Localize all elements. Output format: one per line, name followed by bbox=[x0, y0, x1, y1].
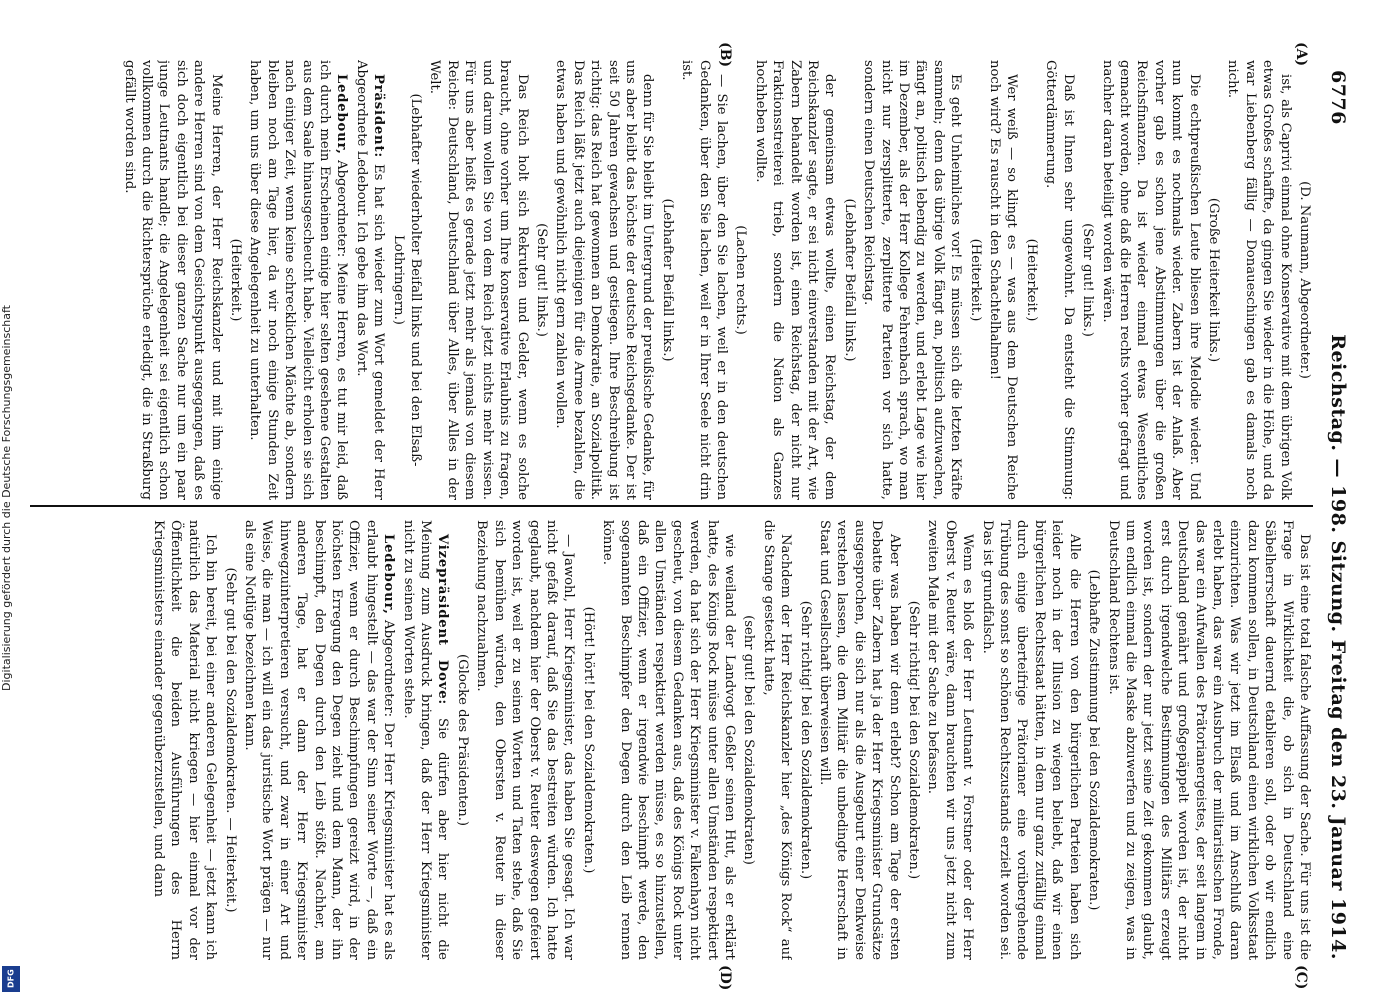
page-title: Reichstag. — 198. Sitzung. Freitag den 23. Januar 1914. bbox=[1327, 334, 1349, 960]
stage-direction bbox=[732, 60, 749, 500]
paragraph-text: (Heiterkeit.) bbox=[967, 238, 983, 322]
stage-direction bbox=[1023, 60, 1040, 500]
margin-mark-d: (D) bbox=[717, 965, 733, 991]
paragraph-text: Wer weiß — so klingt es — was aus dem Deutschen Reiche noch wird? Es rauscht in den Schachtelhalmen! bbox=[987, 60, 1020, 500]
paragraph-text: Das ist eine total falsche Auffassung der Sache. Für uns ist die Frage in Wirklichkeit die, ob sich in Deutschland eine Säbelherrschaft dauernd etablieren soll, oder ob wir endlich dazu kommen sollen, in Deutschland einen wirklichen Volksstaat einzurichten. Was wir jetzt im Elsaß und im Anschluß daran erlebt haben, das war ein Ausbruch der militaristischen Fronde, das war ein Aufwallen des Prätorianergeistes, der seit langem in Deutschland genährt und großgepäppelt worden ist, der nicht erst durch irgendwelche Bestimmungen des Militärs erzeugt worden ist, sondern der nur jetzt seine Zeit gekommen glaubt, um endlich einmal die Maske abzuwerfen und zu zeigen, was in Deutschland Rechtens ist. bbox=[1105, 520, 1312, 960]
left-column bbox=[30, 60, 1313, 500]
paragraph-text: Sie dürfen aber hier nicht die Meinung zum Ausdruck bringen, daß der Herr Kriegsminister nicht zu seinen Worten stehe. bbox=[400, 520, 451, 960]
paragraph-text: (Sehr richtig! bei den Sozialdemokraten.) bbox=[797, 600, 813, 880]
paragraph-text: — Sie lachen, über den Sie lachen, weil er in den deutschen Gedanken, über den Sie lachen, weil er in Ihrer Seele nicht drin ist. bbox=[679, 60, 729, 500]
paragraph-text: (Lebhafte Zustimmung bei den Sozialdemokraten.) bbox=[1086, 569, 1102, 911]
paragraph bbox=[1042, 60, 1077, 500]
paragraph-text: (sehr gut! bei den Sozialdemokraten) bbox=[741, 615, 757, 865]
paragraph-text: (Lebhafter Beifall links.) bbox=[841, 198, 857, 362]
stage-direction bbox=[658, 60, 675, 500]
paragraph bbox=[1224, 60, 1294, 500]
paragraph-text: (Heiterkeit.) bbox=[228, 238, 244, 322]
paragraph-text: Ich bin bereit, bei einer anderen Gelegenheit — jetzt kann ich natürlich das Material nicht kriegen — hier einmal vor der Öffentlichkeit die beiden Ausführungen des Herrn Kriegsministers einander gegenüberzustellen, und dann bbox=[151, 520, 219, 960]
margin-mark-a: (A) bbox=[1293, 42, 1309, 67]
paragraph-text: (Lebhafter Beifall links.) bbox=[659, 198, 675, 362]
sidebar-credit: Digitalisierung gefördert durch die Deutsche Forschungsgemeinschaft bbox=[0, 305, 13, 691]
paragraph bbox=[860, 60, 964, 500]
paragraph-text: wie weiland der Landvogt Geßler seinen Hut, als er erklärt hatte, des Königs Rock müsse unter allen Umständen respektiert werden, da hat sich der Herr Kriegsminister v. Falkenhayn nicht gescheut, von diesem Gedanken aus, daß des Königs Rock unter allen Umständen respektiert werden müsse, es so hinzustellen, daß ein Offizier, wenn er irgendwie beschimpft werde, den sogenannten Beschimpfer den Degen durch den Leib rennen könne. bbox=[600, 520, 737, 960]
paragraph bbox=[473, 520, 577, 960]
paragraph bbox=[751, 60, 838, 500]
paragraph-text: Es hat sich wieder zum Wort gemeldet der Herr Abgeordnete Ledebour. Ich gebe ihm das Wort. bbox=[353, 60, 387, 500]
paragraph bbox=[426, 60, 530, 500]
paragraph bbox=[816, 520, 903, 960]
column-divider bbox=[30, 505, 1313, 507]
paragraph-text: Das Reich holt sich Rekruten und Gelder, wenn es solche braucht, ohne vorher um Ihre konservative Erlaubnis zu fragen, und darum wollen Sie von dem Reich jetzt nichts mehr wissen. Für uns aber heißt es gerade jetzt mehr als jemals von diesem Reiche: Deutschland, Deutschland über Alles, über Alles in der Welt. bbox=[427, 60, 530, 500]
paragraph-text: Abgeordneter: Meine Herren, es tut mir leid, daß ich durch mein Erscheinen einige hier selten gesehene Gestalten aus dem Saale hinausgescheucht habe. Vielleicht erholen sie sich nach einiger Zeit, wenn keine schrecklichen Mächte ab, sondern bleiben noch am Tage hier, da wir noch einige Stunden Zeit haben, um uns über diese Angelegenheit zu unterhalten. bbox=[247, 60, 350, 500]
paragraph-text: (Sehr gut! links.) bbox=[533, 223, 549, 337]
stage-direction bbox=[1205, 60, 1222, 500]
stage-direction bbox=[905, 520, 922, 960]
speaker-name: Vizepräsident Dove: bbox=[435, 534, 451, 706]
paragraph bbox=[352, 60, 387, 500]
page-number: 6776 bbox=[1327, 70, 1349, 125]
paragraph-text: — Jawohl, Herr Kriegsminister, das haben Sie gesagt. Ich war nicht gefaßt darauf, daß Sie das bestreiten würden. Ich hatte geglaubt, nachdem hier der Oberst v. Reuter deswegen gefeiert worden ist, weil er zu seinen Worten und Taten stehe, daß Sie sich bemühen würden, den Obersten v. Reuter in dieser Beziehung nachzuahmen. bbox=[474, 520, 577, 960]
paragraph-text: (Heiterkeit.) bbox=[1023, 238, 1039, 322]
speaker-name: Ledebour, bbox=[334, 74, 350, 155]
paragraph-text: Die echtpreußischen Leute bliesen ihre Melodie wieder. Und nun kommt es nochmals wieder. Zabern ist der Anlaß. Aber vorher gab es schon jene Abstimmungen über die großen Reichsfinanzen. Da ist wieder einmal etwas Wesentliches gemacht worden, ohne daß die Herren rechts vorher gefragt und nachher daran beteiligt worden wären. bbox=[1099, 60, 1202, 500]
right-column bbox=[30, 520, 1313, 960]
stage-direction bbox=[227, 60, 244, 500]
stage-direction bbox=[740, 520, 757, 960]
paragraph bbox=[978, 520, 1082, 960]
paragraph-text: Alle die Herren von den bürgerlichen Parteien haben sich leider noch in der Illusion zu wiegen beliebt, daß wir einen bürgerlichen Rechtsstaat hätten, in dem nur ganz zufällig einmal durch einige überteifrige Prätorianer eine vorübergehende Trübung des sonst so schönen Rechtszustands erzielt worden sei. Das ist grundfalsch. bbox=[979, 520, 1082, 960]
paragraph-text: ist, als Caprivi einmal ohne Konservative mit dem übrigen Volk etwas Großes schaffte, da gingen Sie wieder in die Höhe, und da war Liebenberg fällig — Donaueschingen gab es damals noch nicht. bbox=[1225, 60, 1293, 500]
paragraph-text: Meine Herren, der Herr Reichskanzler und mit ihm einige andere Herren sind von dem Gesichtspunkt ausgegangen, daß es sich doch eigentlich bei dieser ganzen Sache nur um ein paar junge Leutnants handle; die Angelegenheit sei eigentlich schon vollkommen durch die Richtersprüche erledigt, die in Straßburg gefällt worden sind. bbox=[121, 60, 224, 500]
margin-mark-b: (B) bbox=[717, 42, 733, 68]
paragraph-text: (D. Naumann, Abgeordneter.) bbox=[1297, 181, 1312, 379]
stage-direction bbox=[1085, 520, 1102, 960]
paragraph-text: (Hört! hört! bei den Sozialdemokraten.) bbox=[580, 606, 596, 874]
paragraph-text: (Lachen rechts.) bbox=[733, 225, 749, 335]
paragraph bbox=[1098, 60, 1202, 500]
stage-direction bbox=[454, 520, 471, 960]
paragraph bbox=[759, 520, 794, 960]
paragraph bbox=[986, 60, 1021, 500]
stage-direction bbox=[1079, 60, 1096, 500]
paragraph bbox=[599, 520, 738, 960]
paragraph bbox=[120, 60, 224, 500]
margin-mark-c: (C) bbox=[1293, 965, 1309, 990]
stage-direction bbox=[533, 60, 550, 500]
paragraph bbox=[678, 60, 730, 500]
stage-direction bbox=[221, 520, 238, 960]
paragraph-text: (Lebhafter wiederholter Beifall links und bei den Elsaß-Lothringern.) bbox=[390, 93, 424, 467]
stage-direction bbox=[389, 60, 424, 500]
paragraph bbox=[1104, 520, 1313, 960]
stage-direction bbox=[796, 520, 813, 960]
stage-direction bbox=[579, 520, 596, 960]
paragraph-text: Nachdem der Herr Reichskanzler hier „des Königs Rock“ auf die Stange gesteckt hatte, bbox=[760, 520, 794, 960]
paragraph-text: (Glocke des Präsidenten.) bbox=[454, 653, 470, 827]
paragraph-text: denn für Sie bleibt im Untergrund der preußische Gedanke, für uns aber bleibt das höchste der deutsche Reichsgedanke. Der ist seit 50 Jahren gewachsen und gestiegen. Ihre Beschreibung ist richtig: das Reich hat gewonnen an Demokratie, an Sozialpolitik. Das Reich läßt jetzt auch diejenigen für die Armee bezahlen, die etwas haben und gewöhnlich nicht gern zahlen wollen. bbox=[553, 60, 656, 500]
paragraph-text: (Sehr gut! links.) bbox=[1080, 223, 1096, 337]
stage-direction bbox=[840, 60, 857, 500]
dfg-logo: DFG bbox=[2, 966, 20, 992]
paragraph-text: Daß ist Ihnen sehr ungewohnt. Da entsteht die Stimmung: Götterdämmerung. bbox=[1043, 60, 1076, 500]
paragraph bbox=[150, 520, 220, 960]
paragraph-text: Es geht Unheimliches vor! Es müssen sich die letzten Kräfte sammeln; denn das übrige Volk fängt an, politisch aufzuwachen, fängt an, politisch lebendig zu werden, und erlebt Lage wie hier im Dezember, als der Herr Kollege Fehrenbach sprach, wo man nicht nur zersplitterte, zerplitterte Parteien vor sich hatte, sondern einen Deutschen Reichstag. bbox=[861, 60, 964, 500]
paragraph bbox=[552, 60, 656, 500]
paragraph-text: der gemeinsam etwas wollte, einen Reichstag, der dem Reichskanzler sagte, er sei nicht einverstanden mit der Art, wie Zabern behandelt worden ist, einen Reichstag, der nicht nur Fraktionsstreiterei trieb, sondern die Nation als Ganzes hochheben wollte. bbox=[752, 60, 838, 500]
paragraph-text: (Sehr gut bei den Sozialdemokraten. — Heiterkeit.) bbox=[222, 567, 238, 913]
stage-direction bbox=[1296, 60, 1313, 500]
paragraph-text: (Große Heiterkeit links.) bbox=[1205, 197, 1221, 363]
speaker-name: Ledebour, bbox=[381, 534, 397, 615]
paragraph-text: Abgeordneter: Der Herr Kriegsminister hat es als erlaubt hingestellt — das war der Sinn seiner Worte —, daß ein Offizier, wenn er durch Beschimpfungen gereizt wird, in der höchsten Erregung den Degen zieht und dem Mann, der ihn beschimpft, den Degen durch den Leib stößt. Nachher, am anderen Tage, hat er dann der Herr Kriegsminister hinwegzuinterpretieren versucht, und zwar in einer Art und Weise, die man — ich will ein das juristische Wort prägen — nur als eine Notlüge bezeichnen kann. bbox=[242, 520, 397, 960]
paragraph-text: Wenn es bloß der Herr Leutnant v. Forstner oder der Herr Oberst v. Reuter wäre, dann brauchten wir uns jetzt nicht zum zweiten Male mit der Sache zu befassen. bbox=[925, 520, 976, 960]
page-header bbox=[1321, 70, 1355, 960]
paragraph bbox=[399, 520, 451, 960]
paragraph bbox=[241, 520, 398, 960]
paragraph-text: Aber was haben wir denn erlebt? Schon am Tage der ersten Debatte über Zabern hat ja der Herr Kriegsminister Grundsätze ausgesprochen, die sich nur als die Ausgeburt einer Denkweise verstehen lassen, die dem Militär die unbedingte Herrschaft in Staat und Gesellschaft überweisen will. bbox=[817, 520, 902, 960]
speaker-name: Präsident: bbox=[371, 74, 387, 159]
paragraph bbox=[246, 60, 350, 500]
paragraph-text: (Sehr richtig! bei den Sozialdemokraten.) bbox=[906, 600, 922, 880]
stage-direction bbox=[966, 60, 983, 500]
paragraph bbox=[924, 520, 976, 960]
